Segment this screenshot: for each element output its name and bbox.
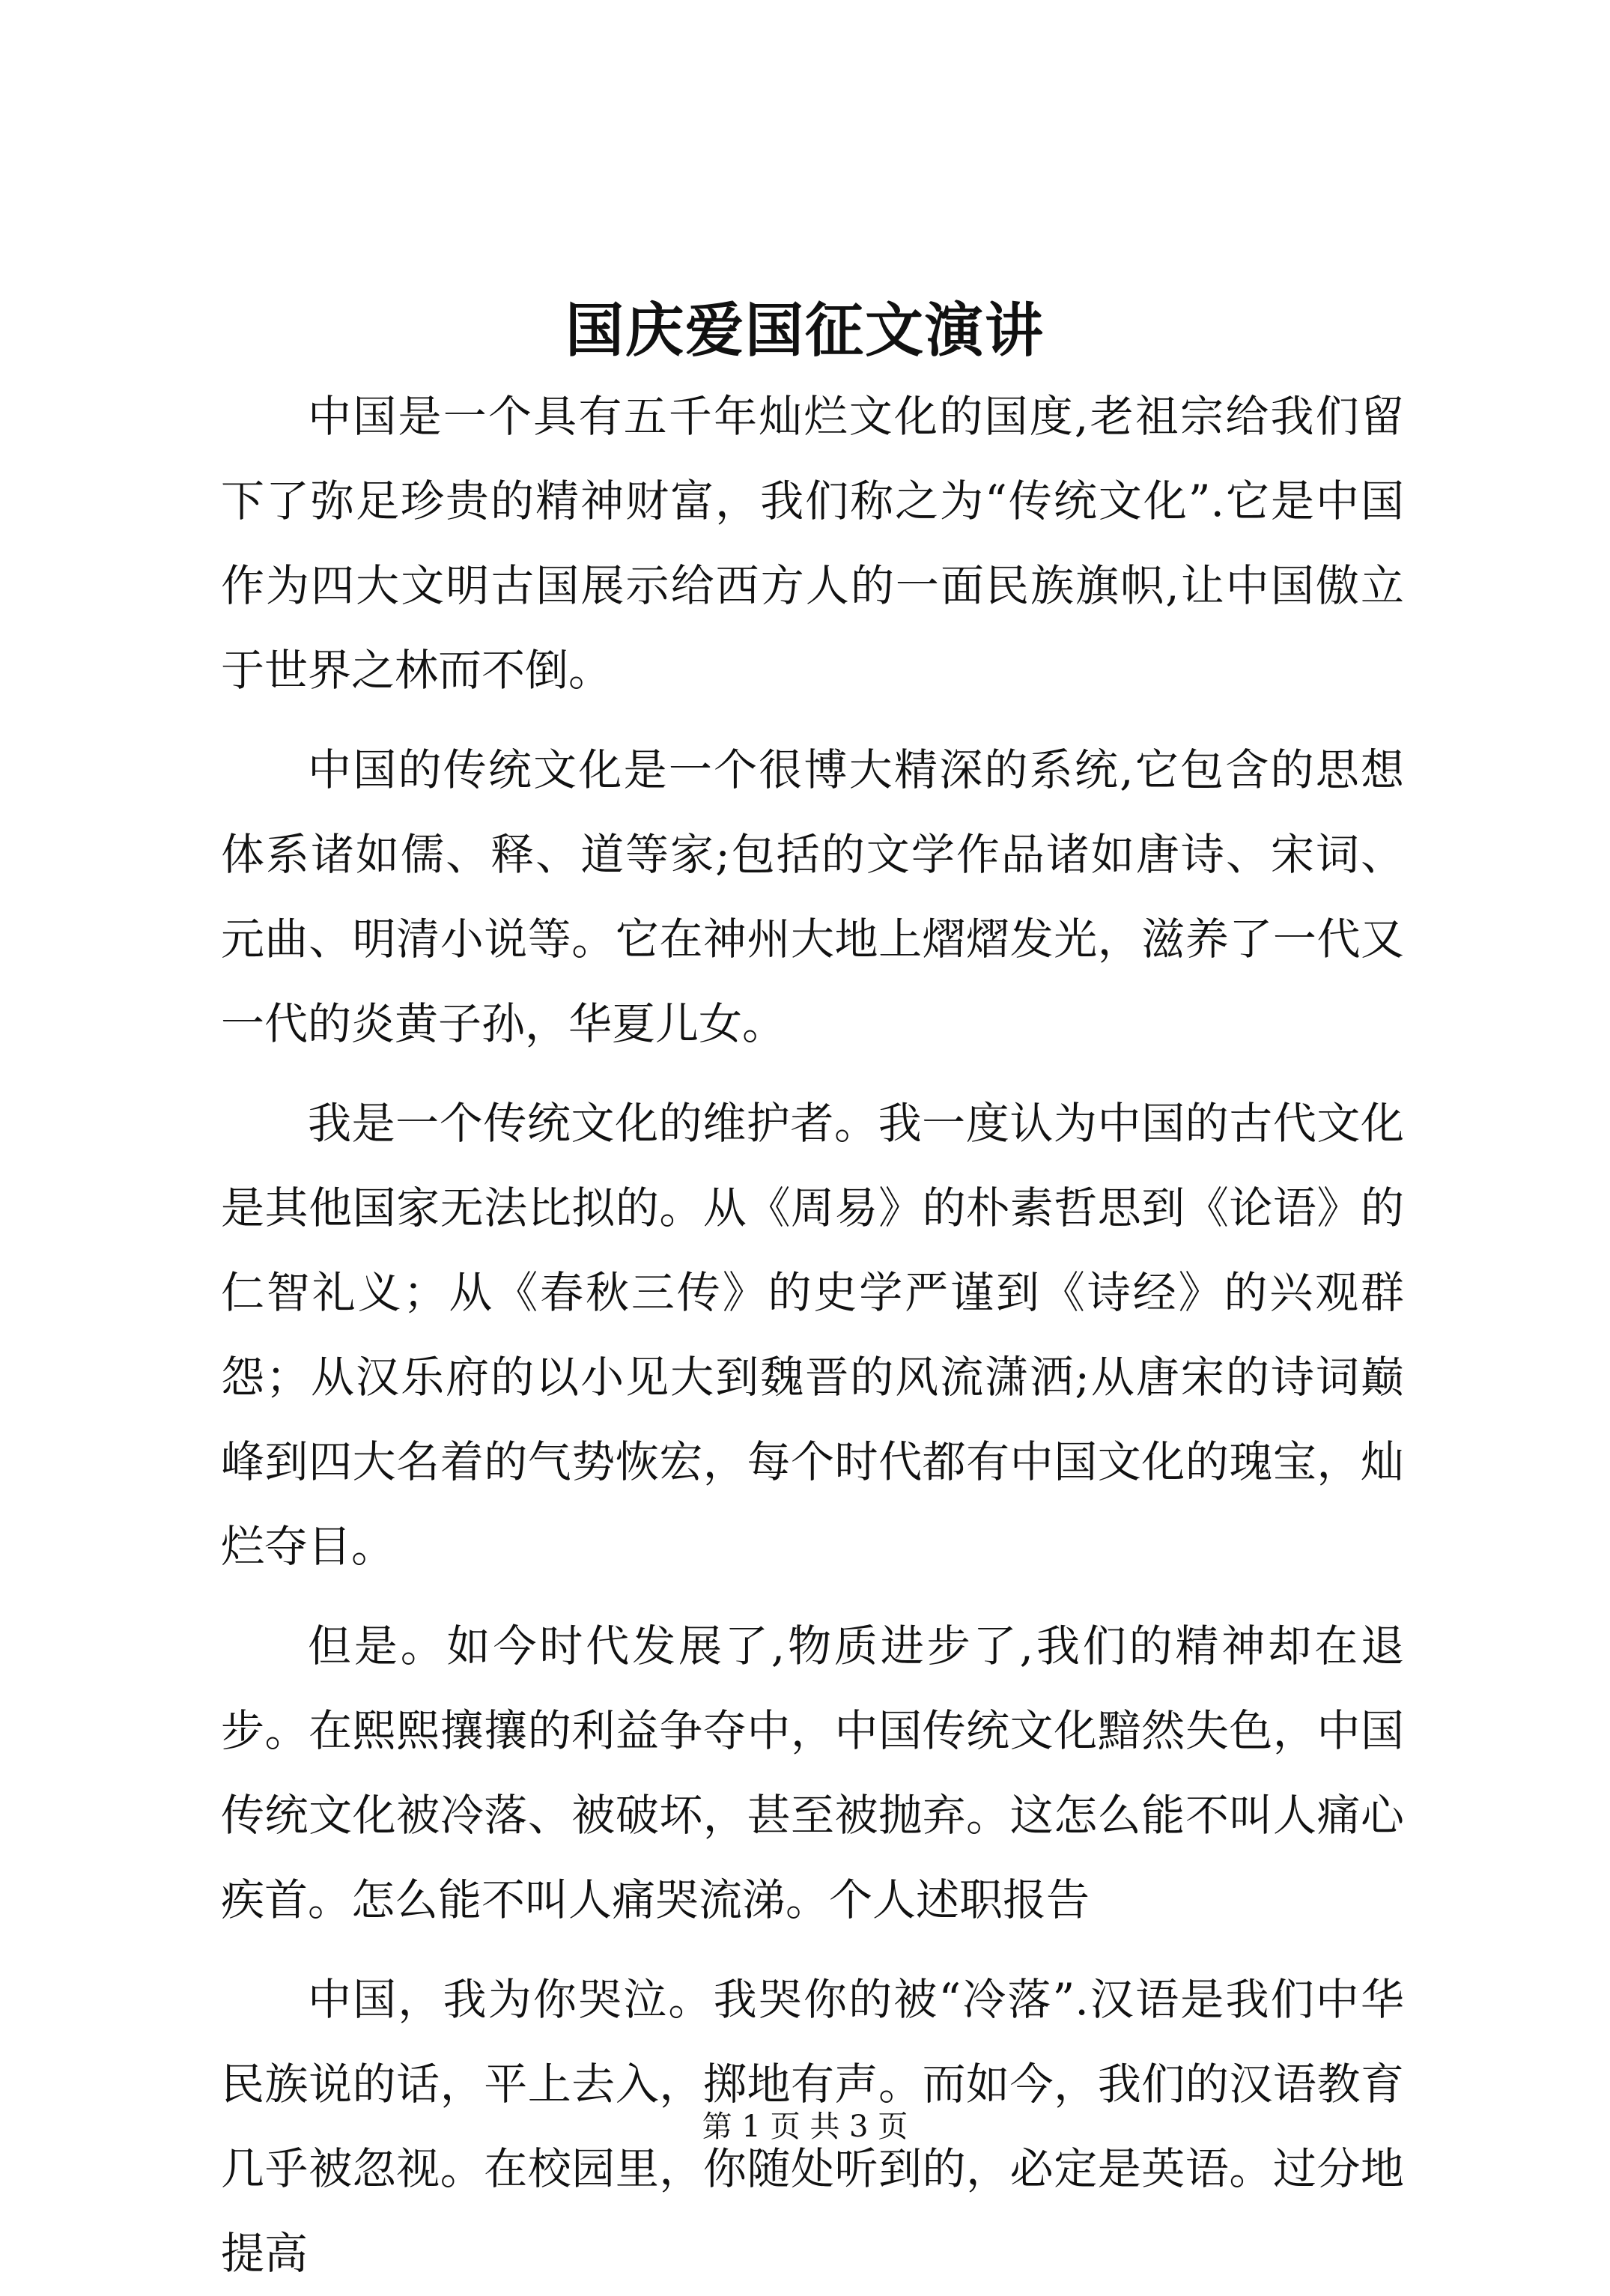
page-footer: 第 1 页 共 3 页 <box>702 2110 908 2144</box>
paragraph: 但是。如今时代发展了,物质进步了,我们的精神却在退步。在熙熙攘攘的利益争夺中，中国传统文化黯然失色，中国传统文化被冷落、被破坏，甚至被抛弃。这怎么能不叫人痛心疾首。怎么能不叫人痛哭流涕。个人述职报告 <box>221 1621 1404 1925</box>
paragraph: 中国的传统文化是一个很博大精深的系统,它包含的思想体系诸如儒、释、道等家;包括的文学作品诸如唐诗、宋词、元曲、明清小说等。它在神州大地上熠熠发光，滋养了一代又一代的炎黄子孙，华夏儿女。 <box>221 744 1404 1049</box>
document-body <box>221 374 1404 2296</box>
paragraph: 中国，我为你哭泣。我哭你的被“冷落”.汉语是我们中华民族说的话，平上去入，掷地有声。而如今，我们的汉语教育几乎被忽视。在校园里，你随处听到的，必定是英语。过分地提高 <box>221 1974 1404 2279</box>
paragraph: 中国是一个具有五千年灿烂文化的国度,老祖宗给我们留下了弥足珍贵的精神财富，我们称之为“传统文化”.它是中国作为四大文明古国展示给西方人的一面民族旗帜,让中国傲立于世界之林而不倒。 <box>221 391 1404 696</box>
paragraph: 我是一个传统文化的维护者。我一度认为中国的古代文化是其他国家无法比拟的。从《周易》的朴素哲思到《论语》的仁智礼义；从《春秋三传》的史学严谨到《诗经》的兴观群怨；从汉乐府的以小见大到魏晋的风流潇洒;从唐宋的诗词巅峰到四大名着的气势恢宏，每个时代都有中国文化的瑰宝，灿烂夺目。 <box>221 1098 1404 1572</box>
document-title: 国庆爱国征文演讲 <box>565 297 1045 365</box>
